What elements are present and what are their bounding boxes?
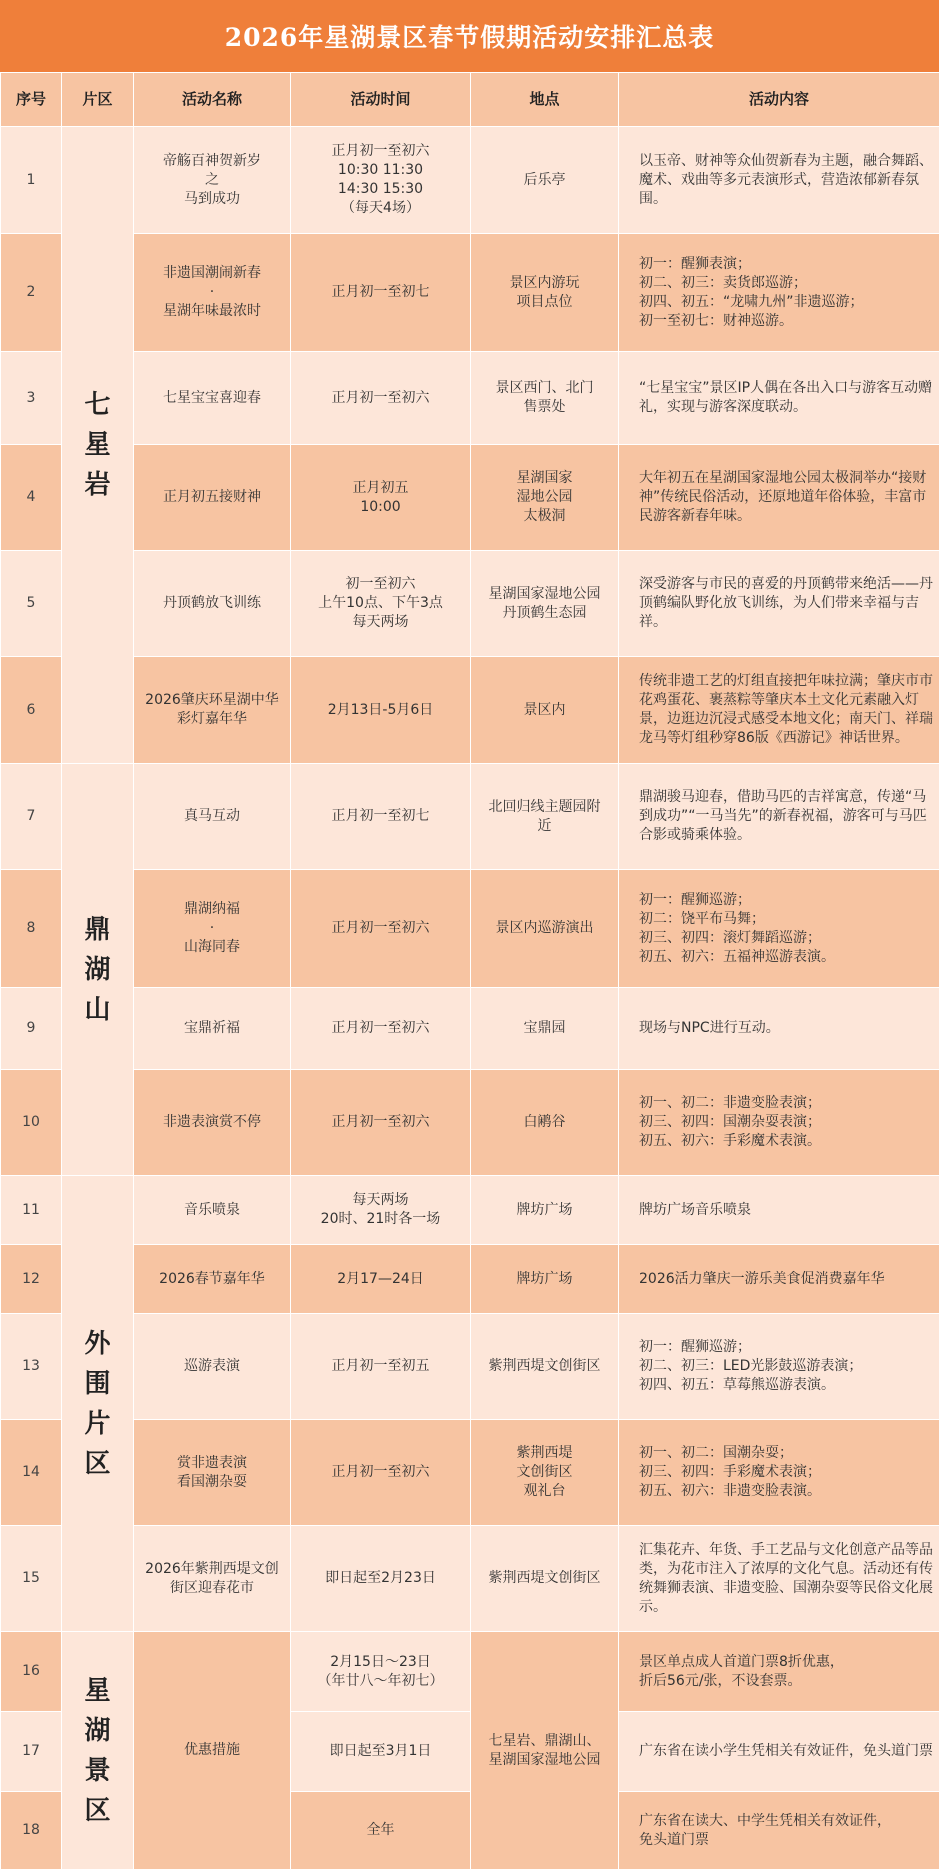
zone-char: 湖 [84,1715,111,1746]
activity-content: 大年初五在星湖国家湿地公园太极洞举办“接财神”传统民俗活动，还原地道年俗体验，丰富市民游客新春年味。 [619,445,939,551]
activity-content: 2026活力肇庆一游乐美食促消费嘉年华 [619,1245,939,1314]
activity-time: 正月初一至初六 [291,870,471,988]
activity-place: 景区内游玩 项目点位 [471,234,619,352]
row-number: 5 [1,551,62,657]
zone-char: 星 [84,430,111,460]
activity-content: 牌坊广场音乐喷泉 [619,1176,939,1245]
table-row [1,1070,939,1176]
header-cell-no: 序号 [1,73,62,127]
header-cell-zone: 片区 [62,73,134,127]
activity-content: 深受游客与市民的喜爱的丹顶鹤带来绝活——丹顶鹤编队野化放飞训练，为人们带来幸福与吉祥。 [619,551,939,657]
table-row [1,764,939,870]
activity-place: 后乐亭 [471,127,619,234]
activity-time: 正月初一至初七 [291,764,471,870]
row-number: 11 [1,1176,62,1245]
zone-char: 围 [84,1368,111,1399]
activity-place: 白鹇谷 [471,1070,619,1176]
activity-time: 正月初一至初六 10:30 11:30 14:30 15:30 （每天4场） [291,127,471,234]
activity-content: 初一：醒狮巡游； 初二：饶平布马舞； 初三、初四：滚灯舞蹈巡游； 初五、初六：五福神巡游表演。 [619,870,939,988]
zone-xinghu [62,1632,134,1870]
row-number: 13 [1,1314,62,1420]
row-number: 10 [1,1070,62,1176]
activity-name: 真马互动 [134,764,291,870]
activity-place: 宝鼎园 [471,988,619,1070]
title-bar [0,0,939,72]
activity-content: 现场与NPC进行互动。 [619,988,939,1070]
activity-time: 即日起至3月1日 [291,1712,471,1792]
row-number: 18 [1,1792,62,1870]
zone-dinghushan [62,764,134,1176]
row-number: 3 [1,352,62,445]
table-row [1,1245,939,1314]
activity-place: 牌坊广场 [471,1245,619,1314]
activity-place: 七星岩、鼎湖山、 星湖国家湿地公园 [471,1632,619,1870]
zone-waiwei [62,1176,134,1632]
activity-place: 星湖国家湿地公园 丹顶鹤生态园 [471,551,619,657]
activity-content: 初一：醒狮巡游； 初二、初三：LED光影鼓巡游表演； 初四、初五：草莓熊巡游表演。 [619,1314,939,1420]
activity-time: 正月初一至初五 [291,1314,471,1420]
row-number: 9 [1,988,62,1070]
activity-time: 初一至初六 上午10点、下午3点 每天两场 [291,551,471,657]
row-number: 12 [1,1245,62,1314]
activity-content: 景区单点成人首道门票8折优惠， 折后56元/张，不设套票。 [619,1632,939,1712]
row-number: 16 [1,1632,62,1712]
zone-char: 外 [84,1328,111,1359]
activity-place: 景区西门、北门 售票处 [471,352,619,445]
activity-name: 优惠措施 [134,1632,291,1870]
activity-content: 汇集花卉、年货、手工艺品与文化创意产品等品类，为花市注入了浓厚的文化气息。活动还有传统舞狮表演、非遗变脸、国潮杂耍等民俗文化展示。 [619,1526,939,1632]
activity-time: 正月初一至初七 [291,234,471,352]
page-title: 2026年星湖景区春节假期活动安排汇总表 [224,23,715,52]
activity-content: 初一：醒狮表演； 初二、初三：卖货郎巡游； 初四、初五：“龙啸九州”非遗巡游； 初一至初七：财神巡游。 [619,234,939,352]
activity-time: 正月初一至初六 [291,988,471,1070]
activity-name: 巡游表演 [134,1314,291,1420]
zone-char: 山 [84,994,111,1025]
row-number: 14 [1,1420,62,1526]
zone-char: 鼎 [84,914,111,945]
activity-place: 紫荆西堤 文创街区 观礼台 [471,1420,619,1526]
activity-time: 即日起至2月23日 [291,1526,471,1632]
activity-content: 初一、初二：非遗变脸表演； 初三、初四：国潮杂耍表演； 初五、初六：手彩魔术表演。 [619,1070,939,1176]
activity-content: 初一、初二：国潮杂耍； 初三、初四：手彩魔术表演； 初五、初六：非遗变脸表演。 [619,1420,939,1526]
activity-place: 紫荆西堤文创街区 [471,1314,619,1420]
activity-name: 正月初五接财神 [134,445,291,551]
row-number: 7 [1,764,62,870]
table-row [1,1420,939,1526]
table-row [1,352,939,445]
activity-place: 景区内巡游演出 [471,870,619,988]
activity-time: 2月15日～23日 （年廿八～年初七） [291,1632,471,1712]
zone-char: 区 [84,1448,111,1479]
header-row [1,73,939,127]
activity-place: 景区内 [471,657,619,764]
activity-time: 全年 [291,1792,471,1870]
activity-table [0,72,939,1870]
activity-name: 非遗表演赏不停 [134,1070,291,1176]
activity-content: 广东省在读小学生凭相关有效证件，免头道门票 [619,1712,939,1792]
activity-time: 2月13日-5月6日 [291,657,471,764]
zone-char: 湖 [84,954,111,985]
activity-content: 传统非遗工艺的灯组直接把年味拉满；肇庆市市花鸡蛋花、裹蒸粽等肇庆本土文化元素融入灯景，边逛边沉浸式感受本地文化；南天门、祥瑞龙马等灯组秒穿86版《西游记》神话世界。 [619,657,939,764]
row-number: 17 [1,1712,62,1792]
row-number: 8 [1,870,62,988]
zone-char: 星 [84,1675,111,1706]
activity-place: 星湖国家 湿地公园 太极洞 [471,445,619,551]
header-cell-place: 地点 [471,73,619,127]
activity-place: 牌坊广场 [471,1176,619,1245]
zone-char: 区 [84,1795,111,1826]
activity-time: 正月初一至初六 [291,1070,471,1176]
activity-place: 紫荆西堤文创街区 [471,1526,619,1632]
activity-name: 七星宝宝喜迎春 [134,352,291,445]
row-number: 6 [1,657,62,764]
zone-char: 景 [84,1755,111,1786]
activity-content: “七星宝宝”景区IP人偶在各出入口与游客互动赠礼，实现与游客深度联动。 [619,352,939,445]
activity-name: 赏非遗表演 看国潮杂耍 [134,1420,291,1526]
activity-content: 广东省在读大、中学生凭相关有效证件， 免头道门票 [619,1792,939,1870]
table-row [1,1526,939,1632]
activity-time: 正月初五 10:00 [291,445,471,551]
activity-name: 帝觞百神贺新岁 之 马到成功 [134,127,291,234]
row-number: 1 [1,127,62,234]
activity-name: 宝鼎祈福 [134,988,291,1070]
activity-name: 2026肇庆环星湖中华 彩灯嘉年华 [134,657,291,764]
activity-name: 丹顶鹤放飞训练 [134,551,291,657]
activity-time: 正月初一至初六 [291,352,471,445]
row-number: 2 [1,234,62,352]
header-cell-time: 活动时间 [291,73,471,127]
activity-name: 音乐喷泉 [134,1176,291,1245]
activity-name: 鼎湖纳福 · 山海同春 [134,870,291,988]
table-row [1,445,939,551]
table-row [1,234,939,352]
table-row [1,551,939,657]
table-row [1,870,939,988]
activity-place: 北回归线主题园附 近 [471,764,619,870]
activity-time: 每天两场 20时、21时各一场 [291,1176,471,1245]
table-row [1,1632,939,1712]
table-row [1,1314,939,1420]
zone-char: 片 [84,1408,111,1439]
activity-time: 2月17—24日 [291,1245,471,1314]
table-row [1,657,939,764]
table-row [1,127,939,234]
header-cell-content: 活动内容 [619,73,939,127]
activity-content: 鼎湖骏马迎春，借助马匹的吉祥寓意，传递“马到成功”“一马当先”的新春祝福，游客可与马匹合影或骑乘体验。 [619,764,939,870]
activity-name: 非遗国潮闹新春 · 星湖年味最浓时 [134,234,291,352]
activity-content: 以玉帝、财神等众仙贺新春为主题，融合舞蹈、魔术、戏曲等多元表演形式，营造浓郁新春氛围。 [619,127,939,234]
zone-char: 岩 [84,470,111,500]
header-cell-name: 活动名称 [134,73,291,127]
activity-time: 正月初一至初六 [291,1420,471,1526]
row-number: 4 [1,445,62,551]
zone-qixingyan [62,127,134,764]
table-row [1,1176,939,1245]
table-row [1,988,939,1070]
activity-name: 2026年紫荆西堤文创 街区迎春花市 [134,1526,291,1632]
row-number: 15 [1,1526,62,1632]
zone-char: 七 [84,390,111,420]
activity-name: 2026春节嘉年华 [134,1245,291,1314]
